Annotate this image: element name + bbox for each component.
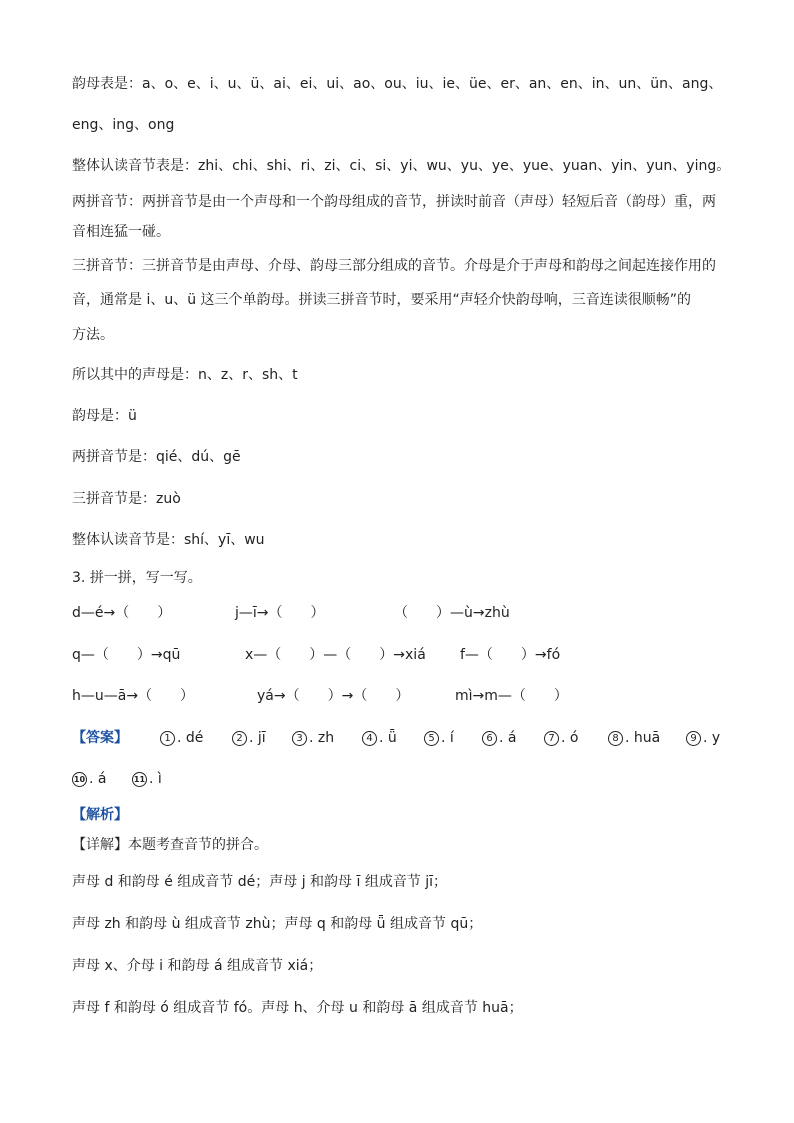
exercise-item: yá→（ ）→（ ） (257, 688, 410, 704)
circled-number: 1 (160, 731, 175, 746)
answer-text: . dé (177, 730, 204, 746)
question-title: 3. 拼一拼，写一写。 (72, 570, 202, 586)
answer-item (544, 728, 578, 748)
answer-label: 【答案】 (72, 730, 128, 746)
answer-row-2 (72, 769, 732, 789)
circled-number: 3 (292, 731, 307, 746)
circled-number: 8 (608, 731, 623, 746)
circled-number: 11 (132, 772, 147, 787)
summary-initials: 所以其中的声母是：n、z、r、sh、t (72, 367, 298, 383)
answer-item (424, 728, 454, 748)
circled-number: 2 (232, 731, 247, 746)
exercise-row-2 (72, 645, 732, 665)
three-part-definition-continued: 音，通常是 i、u、ü 这三个单韵母。拼读三拼音节时，要采用“声轻介快韵母响，三音连读很顺畅”的 (72, 292, 692, 308)
answer-item (292, 728, 334, 748)
exercise-item: （ ）—ù→zhù (394, 605, 510, 621)
circled-number: 7 (544, 731, 559, 746)
analysis-line: 声母 x、介母 i 和韵母 á 组成音节 xiá； (72, 958, 323, 974)
circled-number: 4 (362, 731, 377, 746)
exercise-item: q—（ ）→qū (72, 647, 181, 663)
analysis-line: 声母 d 和韵母 é 组成音节 dé；声母 j 和韵母 ī 组成音节 jī； (72, 874, 448, 890)
answer-item (160, 728, 203, 748)
exercise-item: x—（ ）—（ ）→xiá (245, 647, 426, 663)
exercise-row-1 (72, 603, 732, 623)
summary-whole: 整体认读音节是：shí、yī、wu (72, 532, 265, 548)
circled-number: 10 (72, 772, 87, 787)
answer-text: . huā (625, 730, 661, 746)
exercise-item: mì→m—（ ） (455, 688, 568, 704)
answer-item (686, 728, 720, 748)
answer-text: . ó (561, 730, 579, 746)
finals-table-line: 韵母表是：a、o、e、i、u、ü、ai、ei、ui、ao、ou、iu、ie、üe、er、an、en、in、un、ün、ang、 (72, 76, 723, 92)
three-part-definition-end: 方法。 (72, 327, 114, 343)
exercise-item: f—（ ）→fó (460, 647, 561, 663)
circled-number: 6 (482, 731, 497, 746)
two-part-definition: 两拼音节：两拼音节是由一个声母和一个韵母组成的音节，拼读时前音（声母）轻短后音（韵母）重，两 (72, 194, 716, 210)
answer-text: . ì (149, 771, 162, 787)
answer-item (608, 728, 660, 748)
exercise-item: d—é→（ ） (72, 605, 172, 621)
circled-number: 9 (686, 731, 701, 746)
whole-syllables-table: 整体认读音节表是：zhi、chi、shi、ri、zi、ci、si、yi、wu、yu、ye、yue、yuan、yin、yun、ying。 (72, 158, 731, 174)
answer-text: . í (441, 730, 454, 746)
answer-item (72, 769, 106, 789)
circled-number: 5 (424, 731, 439, 746)
answer-text: . á (89, 771, 107, 787)
answer-item (362, 728, 397, 748)
summary-finals: 韵母是：ü (72, 408, 137, 424)
exercise-item: h—u—ā→（ ） (72, 688, 195, 704)
analysis-label: 【解析】 (72, 807, 128, 823)
analysis-detail: 【详解】本题考查音节的拼合。 (72, 837, 268, 853)
answer-item (232, 728, 266, 748)
exercise-item: j—ī→（ ） (235, 605, 325, 621)
answer-text: . á (499, 730, 517, 746)
answer-item (482, 728, 516, 748)
answer-text: . zh (309, 730, 335, 746)
two-part-definition-continued: 音相连猛一碰。 (72, 224, 170, 240)
summary-three-part: 三拼音节是：zuò (72, 491, 181, 507)
exercise-row-3 (72, 686, 732, 706)
answer-text: . ǖ (379, 730, 397, 746)
answer-text: . jī (249, 730, 266, 746)
three-part-definition: 三拼音节：三拼音节是由声母、介母、韵母三部分组成的音节。介母是介于声母和韵母之间起连接作用的 (72, 258, 716, 274)
summary-two-part: 两拼音节是：qié、dú、gē (72, 449, 241, 465)
analysis-line: 声母 zh 和韵母 ù 组成音节 zhù；声母 q 和韵母 ǖ 组成音节 qū； (72, 916, 483, 932)
answer-item (132, 769, 162, 789)
finals-table-line-continued: eng、ing、ong (72, 117, 175, 133)
analysis-line: 声母 f 和韵母 ó 组成音节 fó。声母 h、介母 u 和韵母 ā 组成音节 huā； (72, 1000, 523, 1016)
answer-text: . y (703, 730, 721, 746)
answer-row-1 (72, 728, 732, 748)
